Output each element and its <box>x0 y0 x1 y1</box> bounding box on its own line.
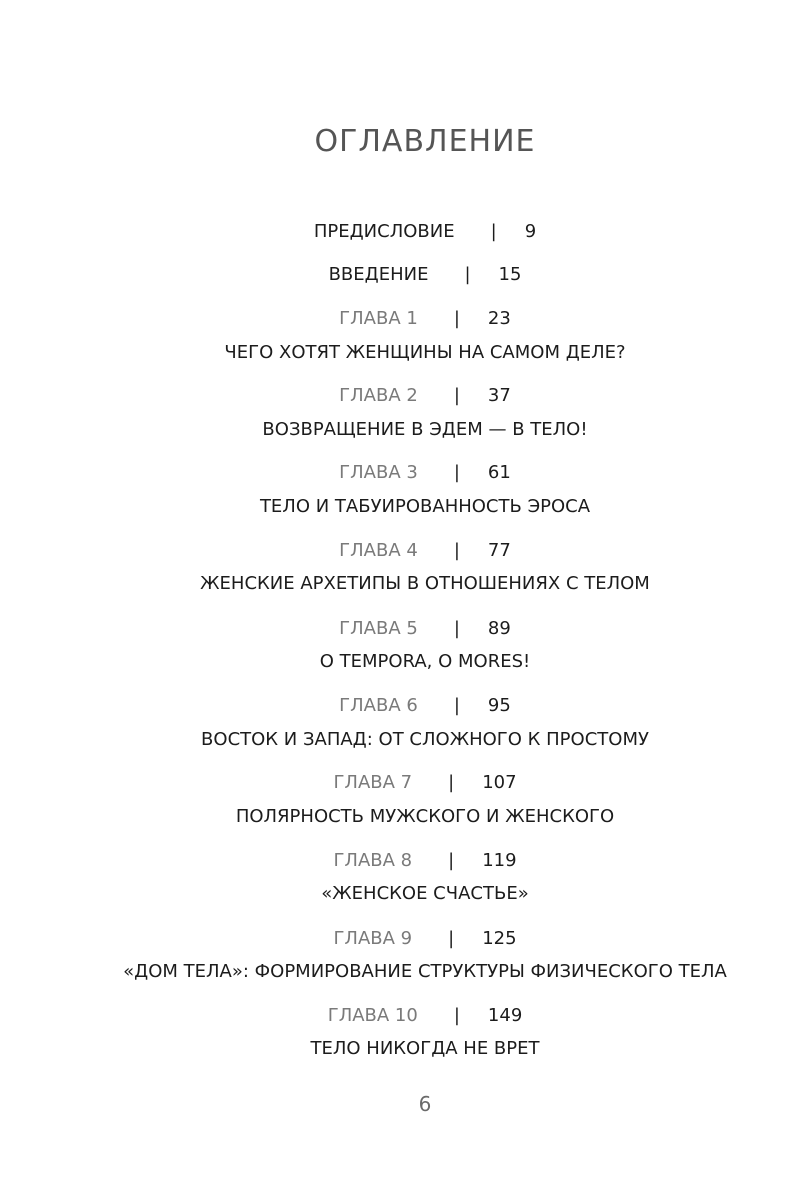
toc-chapter-7-title[interactable]: ПОЛЯРНОСТЬ МУЖСКОГО И ЖЕНСКОГО <box>235 806 615 827</box>
toc-separator: | <box>490 220 497 242</box>
toc-entry-label: ВВЕДЕНИЕ <box>328 263 429 285</box>
toc-chapter-page: 77 <box>487 539 511 561</box>
toc-chapter-7-heading[interactable] <box>0 768 800 796</box>
toc-chapter-label: ГЛАВА 4 <box>339 539 418 561</box>
toc-chapter-label: ГЛАВА 7 <box>333 771 413 793</box>
toc-chapter-8-heading[interactable] <box>0 846 800 874</box>
toc-chapter-4-heading[interactable] <box>0 536 800 564</box>
toc-chapter-label: ГЛАВА 5 <box>339 617 418 639</box>
toc-entry-label: ПРЕДИСЛОВИЕ <box>313 220 455 242</box>
toc-chapter-label: ГЛАВА 1 <box>339 307 418 329</box>
toc-chapter-1-heading[interactable] <box>0 304 800 332</box>
page-title: ОГЛАВЛЕНИЕ <box>314 124 536 159</box>
toc-chapter-1-title[interactable]: ЧЕГО ХОТЯТ ЖЕНЩИНЫ НА САМОМ ДЕЛЕ? <box>224 342 626 363</box>
toc-chapter-2-title[interactable]: ВОЗВРАЩЕНИЕ В ЭДЕМ — В ТЕЛО! <box>262 419 588 440</box>
toc-separator: | <box>448 771 455 793</box>
toc-chapter-3-title[interactable]: ТЕЛО И ТАБУИРОВАННОСТЬ ЭРОСА <box>259 496 591 517</box>
toc-separator: | <box>453 539 460 561</box>
toc-entry-page: 9 <box>524 220 537 242</box>
toc-chapter-6-heading[interactable] <box>0 691 800 719</box>
toc-separator: | <box>453 384 460 406</box>
toc-separator: | <box>453 694 460 716</box>
toc-chapter-9-heading[interactable] <box>0 924 800 952</box>
toc-separator: | <box>453 307 460 329</box>
toc-entry-page: 15 <box>498 263 522 285</box>
toc-separator: | <box>453 1004 460 1026</box>
toc-chapter-5-heading[interactable] <box>0 614 800 642</box>
toc-chapter-5-title[interactable]: O TEMPORA, O MORES! <box>319 651 531 672</box>
toc-chapter-page: 37 <box>487 384 511 406</box>
toc-chapter-page: 107 <box>482 771 517 793</box>
toc-chapter-page: 119 <box>482 849 517 871</box>
toc-entry-introduction[interactable] <box>0 260 800 288</box>
toc-chapter-10-title[interactable]: ТЕЛО НИКОГДА НЕ ВРЕТ <box>310 1038 540 1059</box>
toc-chapter-10-heading[interactable] <box>0 1001 800 1029</box>
toc-chapter-label: ГЛАВА 6 <box>339 694 418 716</box>
toc-separator: | <box>448 849 455 871</box>
toc-chapter-page: 149 <box>487 1004 523 1026</box>
toc-chapter-page: 23 <box>487 307 511 329</box>
page-number: 6 <box>418 1092 432 1116</box>
toc-entry-preface[interactable] <box>0 217 800 245</box>
toc-chapter-label: ГЛАВА 8 <box>333 849 413 871</box>
toc-chapter-3-heading[interactable] <box>0 458 800 486</box>
toc-chapter-page: 89 <box>487 617 511 639</box>
toc-separator: | <box>448 927 455 949</box>
toc-chapter-label: ГЛАВА 10 <box>327 1004 418 1026</box>
toc-chapter-6-title[interactable]: ВОСТОК И ЗАПАД: ОТ СЛОЖНОГО К ПРОСТОМУ <box>201 729 649 750</box>
toc-separator: | <box>453 461 460 483</box>
toc-chapter-label: ГЛАВА 3 <box>339 461 418 483</box>
toc-chapter-page: 61 <box>487 461 511 483</box>
toc-chapter-9-title[interactable]: «ДОМ ТЕЛА»: ФОРМИРОВАНИЕ СТРУКТУРЫ ФИЗИЧЕСКОГО ТЕЛА <box>123 961 727 982</box>
toc-chapter-8-title[interactable]: «ЖЕНСКОЕ СЧАСТЬЕ» <box>321 883 529 904</box>
toc-chapter-4-title[interactable]: ЖЕНСКИЕ АРХЕТИПЫ В ОТНОШЕНИЯХ С ТЕЛОМ <box>200 573 650 594</box>
toc-chapter-label: ГЛАВА 2 <box>339 384 418 406</box>
toc-separator: | <box>453 617 460 639</box>
toc-chapter-2-heading[interactable] <box>0 381 800 409</box>
toc-chapter-page: 95 <box>487 694 511 716</box>
toc-chapter-label: ГЛАВА 9 <box>333 927 413 949</box>
toc-separator: | <box>464 263 471 285</box>
toc-chapter-page: 125 <box>482 927 517 949</box>
